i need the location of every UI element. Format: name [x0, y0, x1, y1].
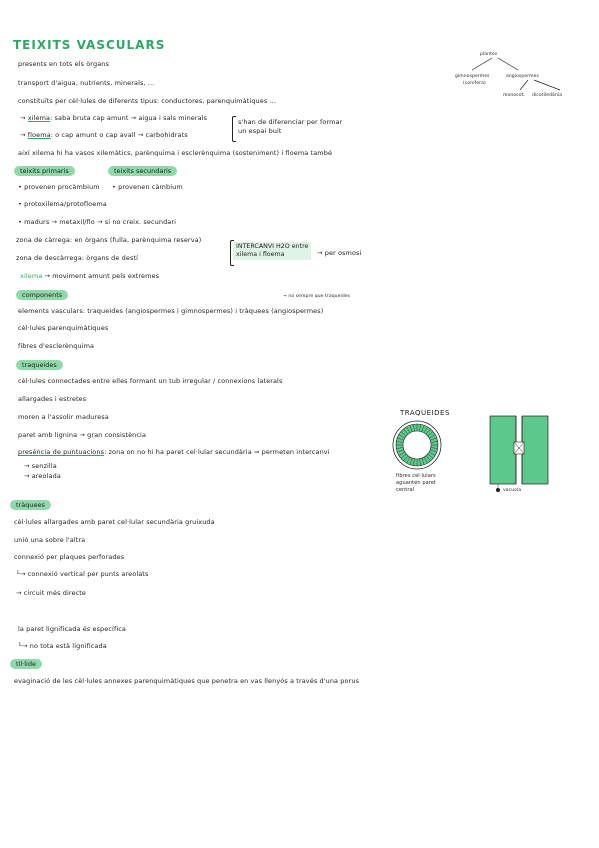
phloem-term: floema	[27, 131, 51, 139]
intro-line-3: constituïts per cèl·lules de diferents tipus: conductores, parenquimàtiques ...	[18, 97, 277, 105]
intro-line-1: presents en tots els òrgans	[18, 60, 109, 68]
tree-left-sub: (conífera)	[463, 81, 486, 86]
xilema-term: xilema	[20, 272, 43, 280]
traqueides-item-1: cèl·lules connectades entre elles formant un tub irregular / connexions laterals	[18, 377, 283, 385]
pill-tilide: tíl·lide	[10, 659, 42, 669]
components-item-1: cèl·lules parenquimàtiques	[18, 324, 109, 332]
traqueide-cross-section	[388, 418, 450, 472]
tilide-text: evaginació de les cèl·lules annexes parenquimàtiques que penetra en vas llenyós a través d'una porus	[14, 677, 360, 685]
zona-descarrega: zona de descàrrega: òrgans de destí	[16, 254, 139, 262]
xilema-moviment	[20, 272, 159, 281]
puntuacions-line	[18, 448, 330, 457]
tree-root: plantes	[480, 52, 498, 57]
secondary-item-1: • provenen càmbium	[112, 183, 183, 191]
puntuacions-term: presència de puntuacions	[18, 448, 105, 456]
primary-item-2: • protoxilema/protofloema	[18, 200, 107, 208]
tree-right-a: monocot.	[503, 93, 525, 98]
intro-line-2: transport d'aigua, nutrients, minerals, ...	[18, 79, 155, 87]
per-osmosi: → per osmosi	[317, 249, 362, 257]
traquees-item-3: connexió per plaques perforades	[14, 553, 125, 561]
caption-line-1: fibres cel·lulars	[396, 473, 436, 479]
diagram-mark: vacuola	[503, 488, 522, 493]
comparison-line: així xilema hi ha vasos xilemàtics, parènquima i esclerènquima (sosteniment) i floema també	[18, 149, 333, 157]
pill-primary: teixits primaris	[14, 166, 75, 176]
brace-note-2: un espai buit	[238, 127, 282, 135]
page-title: TEIXITS VASCULARS	[13, 38, 166, 52]
elements-vasculars: elements vasculars: traqueides (angiospermes i gimnospermes) i tràquees (angiospermes)	[18, 307, 324, 315]
tree-right-b: dicotiledònia	[532, 93, 563, 98]
tree-right: angiospermes	[506, 74, 539, 79]
traquees-item-5: → circuit més directe	[16, 589, 87, 597]
pill-traqueides: traqueides	[16, 360, 63, 370]
puntuacions-sub-1: → senzilla	[24, 462, 57, 470]
traqueides-item-2: allargades i estretes	[18, 395, 87, 403]
puntuacions-text: : zona on no hi ha paret cel·lular secundària ⇒ permeten intercanvi	[104, 448, 330, 456]
pill-secondary: teixits secundaris	[108, 166, 177, 176]
phloem-text: : o cap amunt o cap avall → carbohidrats	[50, 131, 188, 139]
paret-item-2: └→ no tota està lignificada	[18, 642, 107, 650]
elements-note: → no sempre que traqueides	[283, 294, 351, 299]
intercanvi-line-2: xilema i floema	[236, 251, 285, 258]
tree-left: gimnospermes	[455, 74, 490, 79]
traquees-item-2: unió una sobre l'altra	[14, 536, 86, 544]
pill-components: components	[16, 290, 68, 300]
zona-carrega: zona de càrrega: en òrgans (fulla, parènquima reserva)	[16, 236, 202, 244]
brace	[232, 116, 236, 142]
xilema-moviment-text: → moviment amunt pels extremes	[44, 272, 160, 280]
traqueide-longitudinal	[486, 412, 552, 492]
primary-item-1: • provenen procàmbium	[18, 183, 100, 191]
xylem-term: xilema	[27, 114, 51, 122]
puntuacions-sub-2: → areolada	[24, 472, 61, 480]
traqueides-item-4: paret amb lignina → gran consistència	[18, 431, 147, 439]
phloem-line: → floema: o cap amunt o cap avall → carbohidrats	[20, 131, 188, 139]
intercanvi-line-1: INTERCANVI H2O entre	[236, 243, 309, 250]
diagram-caption	[396, 473, 436, 494]
traquees-item-1: cèl·lules allargades amb paret cel·lular secundària gruixuda	[14, 518, 215, 526]
xylem-line: → xilema: saba bruta cap amunt → aigua i sals minerals	[20, 114, 208, 122]
components-item-2: fibres d'esclerènquima	[18, 342, 95, 350]
traquees-item-4: └→ connexió vertical per punts areolats	[16, 570, 149, 578]
diagram-label: TRAQUEIDES	[400, 409, 450, 417]
caption-line-2: aguanten paret	[396, 480, 437, 486]
pill-traquees: tràquees	[10, 500, 51, 510]
caption-line-3: central	[396, 487, 415, 493]
paret-item-1: la paret lignificada és específica	[18, 625, 126, 633]
traqueides-item-3: moren a l'assolir maduresa	[18, 413, 109, 421]
xylem-text: : saba bruta cap amunt → aigua i sals minerals	[50, 114, 208, 122]
brace-note-1: s'han de diferenciar per formar	[238, 118, 343, 126]
intercanvi-note	[233, 242, 311, 260]
primary-item-3: • madurs → metaxil/flo → si no creix. secundari	[18, 218, 177, 226]
